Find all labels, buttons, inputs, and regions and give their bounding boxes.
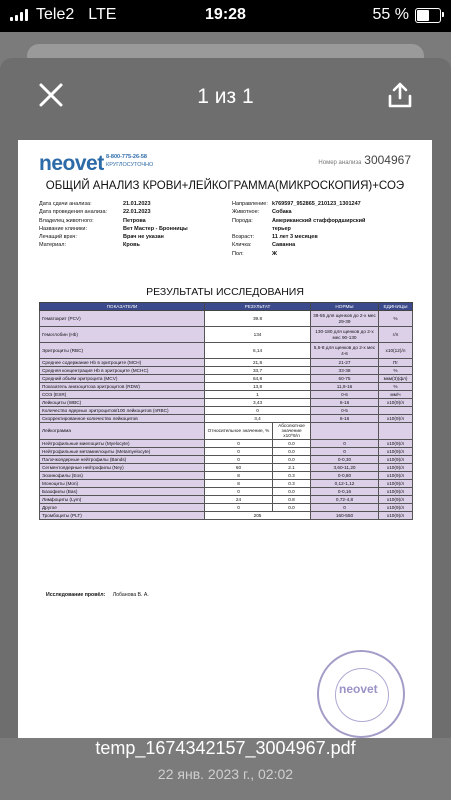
cell-absolute: 0.3 <box>273 471 311 479</box>
doctor-name: Лобанова В. А. <box>112 592 149 598</box>
clock: 19:28 <box>205 6 246 23</box>
cell-indicator: Нейтрофильные миелоциты (Myelocyte) <box>40 439 205 447</box>
cell-unit: x10(9)/л <box>379 447 413 455</box>
header-indicator: ПОКАЗАТЕЛИ <box>40 303 205 311</box>
cell-relative: 8 <box>205 471 273 479</box>
cell-result: 6,14 <box>205 343 311 359</box>
meta-value: Американский стаффордширский терьер <box>272 217 366 232</box>
meta-key: Материал: <box>39 242 67 249</box>
meta-value: k769597_952865_210123_1301247 <box>272 201 361 207</box>
cell-result: 3,4 <box>205 415 311 423</box>
cell-relative: 24 <box>205 495 273 503</box>
leuko-absolute-header: Абсолютное значение x10^9/л <box>273 423 311 440</box>
cell-norm: 60-75 <box>311 375 379 383</box>
cell-unit <box>379 407 413 415</box>
meta-row <box>39 225 188 233</box>
table-header <box>40 303 413 311</box>
cell-absolute: 0.0 <box>273 455 311 463</box>
cell-norm: 0,72-4,8 <box>311 495 379 503</box>
meta-key: Направление: <box>232 201 268 207</box>
cell-indicator: Моноциты (Mon) <box>40 479 205 487</box>
cell-relative: 0 <box>205 447 273 455</box>
cell-unit: x10(9)/л <box>379 495 413 503</box>
share-icon[interactable] <box>387 82 413 108</box>
meta-row <box>39 200 188 208</box>
cell-unit: x10(9)/л <box>379 399 413 407</box>
cell-absolute: 0.0 <box>273 503 311 511</box>
table-row <box>40 503 413 511</box>
cell-unit: мм/ч <box>379 391 413 399</box>
meta-row <box>39 217 188 225</box>
leukogram-header-row <box>40 423 413 440</box>
cell-unit: мкм(3)(фл) <box>379 375 413 383</box>
cell-result: 21,8 <box>205 359 311 367</box>
table-row <box>40 343 413 359</box>
cell-indicator: Другое <box>40 503 205 511</box>
table-row <box>40 375 413 383</box>
meta-row <box>232 241 372 249</box>
cell-result: 205 <box>205 511 311 519</box>
cell-norm: 0 <box>311 503 379 511</box>
meta-value: 11 лет 3 месяцев <box>272 234 318 241</box>
battery-icon <box>415 8 441 23</box>
table-row <box>40 479 413 487</box>
cell-norm: 3,60-11,20 <box>311 463 379 471</box>
meta-key: Кличка: <box>232 242 252 249</box>
table-row <box>40 487 413 495</box>
cell-result: 64,8 <box>205 375 311 383</box>
cell-relative: 0 <box>205 439 273 447</box>
leuko-relative-header: Относительное значение, % <box>205 423 273 440</box>
meta-value: Саванна <box>272 242 296 249</box>
meta-value: Собака <box>272 209 292 216</box>
meta-row <box>39 208 188 216</box>
table-row <box>40 407 413 415</box>
phone-note: КРУГЛОСУТОЧНО <box>106 162 154 168</box>
cell-norm: 0-0,30 <box>311 455 379 463</box>
cell-indicator: Показатель анизоцитоза эритроцитов (RDW) <box>40 383 205 391</box>
cell-indicator: Среднее содержание Hb в эритроците (MCH) <box>40 359 205 367</box>
pdf-page[interactable] <box>18 140 432 738</box>
cell-norm: 160-550 <box>311 511 379 519</box>
meta-key: Дата проведения анализа: <box>39 209 108 216</box>
cell-norm: 21-27 <box>311 359 379 367</box>
meta-key: Возраст: <box>232 234 255 241</box>
cell-relative: 0 <box>205 503 273 511</box>
neovet-logo: neovet <box>39 152 104 175</box>
cell-unit: x10(9)/л <box>379 455 413 463</box>
meta-value: Кровь <box>123 242 140 249</box>
leukogram-label: Лейкограмма <box>40 423 205 440</box>
page-indicator: 1 из 1 <box>197 85 254 108</box>
cell-relative: 0 <box>205 487 273 495</box>
table-row <box>40 471 413 479</box>
analysis-number-label: Номер анализа <box>318 160 362 166</box>
header-norms: НОРМЫ <box>311 303 379 311</box>
cell-unit: x10(9)/л <box>379 471 413 479</box>
table-row <box>40 455 413 463</box>
cell-norm: 130-180 для щенков до 2-х мес 90-130 <box>311 327 379 343</box>
cell-unit: x10(9)/л <box>379 511 413 519</box>
cell-absolute: 0.3 <box>273 479 311 487</box>
cell-norm: 0-5 <box>311 407 379 415</box>
stamp-text: neovet <box>339 682 378 696</box>
cell-norm: 0-6 <box>311 391 379 399</box>
cell-indicator: Тромбоциты (PLT) <box>40 511 205 519</box>
cell-result: 39.8 <box>205 311 311 327</box>
network-label: LTE <box>88 6 117 23</box>
cell-norm: 0-0,80 <box>311 471 379 479</box>
cell-norm: 0 <box>311 439 379 447</box>
table-row <box>40 367 413 375</box>
cell-indicator: Эозинофилы (Eos) <box>40 471 205 479</box>
meta-right <box>232 200 372 258</box>
cell-indicator: СОЭ (ESR) <box>40 391 205 399</box>
leuko-empty-norm <box>311 423 379 440</box>
table-row <box>40 495 413 503</box>
cell-unit: x10(9)/л <box>379 479 413 487</box>
preview-sheet <box>0 58 451 738</box>
meta-key: Дата сдачи анализа: <box>39 201 92 207</box>
battery-percent: 55 % <box>372 6 409 23</box>
cell-unit: % <box>379 367 413 375</box>
table-row <box>40 415 413 423</box>
meta-value: Ж <box>272 250 277 257</box>
meta-key: Лечащий врач: <box>39 234 77 241</box>
carrier-label: Tele2 <box>36 6 75 23</box>
cell-indicator: Средняя концентрация Hb в эритроците (MCHC) <box>40 367 205 375</box>
file-date: 22 янв. 2023 г., 02:02 <box>157 766 294 782</box>
performed-by-label: Исследование провёл: <box>46 592 106 598</box>
meta-row <box>39 241 188 249</box>
performed-by <box>46 592 149 598</box>
cell-unit: Пг <box>379 359 413 367</box>
meta-row <box>232 200 372 208</box>
cell-indicator: Гемоглобин (Hb) <box>40 327 205 343</box>
status-bar <box>0 0 451 32</box>
leuko-empty-unit <box>379 423 413 440</box>
header-units: ЕДИНИЦЫ <box>379 303 413 311</box>
table-row <box>40 327 413 343</box>
cell-relative: 8 <box>205 479 273 487</box>
status-right <box>373 6 441 24</box>
cell-indicator: Средний объём эритроцита (MCV) <box>40 375 205 383</box>
table-row <box>40 359 413 367</box>
cell-absolute: 0.0 <box>273 447 311 455</box>
cell-unit: x10(9)/л <box>379 439 413 447</box>
cell-indicator: Сегментоядерные нейтрофилы (Neу) <box>40 463 205 471</box>
cell-indicator: Гематокрит (PCV) <box>40 311 205 327</box>
table-row <box>40 391 413 399</box>
meta-row <box>39 233 188 241</box>
clinic-stamp <box>317 650 405 738</box>
meta-key: Порода: <box>232 217 253 224</box>
cell-norm: 33-38 <box>311 367 379 375</box>
meta-row <box>232 250 372 258</box>
cell-result: 134 <box>205 327 311 343</box>
cell-unit: x10(9)/л <box>379 487 413 495</box>
cell-absolute: 0.8 <box>273 495 311 503</box>
table-row <box>40 399 413 407</box>
cell-norm: 38-55 для щенков до 2-х мес 29-39 <box>311 311 379 327</box>
header-result: РЕЗУЛЬТАТ <box>205 303 311 311</box>
meta-value: Вет Мастер - Бронницы <box>123 225 188 232</box>
cell-norm: 6-16 <box>311 415 379 423</box>
meta-row <box>232 233 372 241</box>
table-row <box>40 311 413 327</box>
cell-unit: г/л <box>379 327 413 343</box>
cell-indicator: Количество ядерных эритроцитов/100 лейкоцитов (nRBC) <box>40 407 205 415</box>
cell-indicator: Скорректированное количество лейкоцитов <box>40 415 205 423</box>
cell-norm: 11,9-16 <box>311 383 379 391</box>
meta-value: 21.01.2023 <box>123 201 151 207</box>
table-row <box>40 439 413 447</box>
table-row <box>40 463 413 471</box>
table-row <box>40 383 413 391</box>
document-title: ОБЩИЙ АНАЛИЗ КРОВИ+ЛЕЙКОГРАММА(МИКРОСКОПИЯ)+СОЭ <box>45 180 405 192</box>
cell-unit: x10(9)/л <box>379 463 413 471</box>
cell-indicator: Лимфоциты (Lym) <box>40 495 205 503</box>
cell-absolute: 0.0 <box>273 439 311 447</box>
cell-unit: x10(12)/л <box>379 343 413 359</box>
meta-value: Петрова <box>123 217 146 224</box>
cell-unit: x10(9)/л <box>379 415 413 423</box>
cell-norm: 5,6-8 для щенков до 2-х мес 4-6 <box>311 343 379 359</box>
cell-norm: 6-16 <box>311 399 379 407</box>
meta-row <box>232 208 372 216</box>
cell-relative: 0 <box>205 455 273 463</box>
analysis-number-value: 3004967 <box>364 153 411 167</box>
logo-contacts <box>106 153 153 169</box>
file-name: temp_1674342157_3004967.pdf <box>95 738 356 758</box>
cell-unit: x10(9)/л <box>379 503 413 511</box>
cell-result: 33,7 <box>205 367 311 375</box>
results-title: РЕЗУЛЬТАТЫ ИССЛЕДОВАНИЯ <box>146 286 304 298</box>
cell-indicator: Нейтрофильные метамиелоциты (Metamyelocyte) <box>40 447 205 455</box>
cell-result: 13,8 <box>205 383 311 391</box>
cell-indicator: Эритроциты (RBC) <box>40 343 205 359</box>
meta-value: Врач не указан <box>123 234 164 241</box>
results-table <box>39 302 413 520</box>
cell-indicator: Базофилы (Bas) <box>40 487 205 495</box>
cell-norm: 0-0,16 <box>311 487 379 495</box>
meta-key: Владелец животного: <box>39 217 94 224</box>
meta-key: Название клиники: <box>39 225 87 232</box>
meta-row <box>232 217 372 234</box>
cell-result: 0 <box>205 407 311 415</box>
meta-left <box>39 200 188 250</box>
cell-unit: % <box>379 311 413 327</box>
viewer-toolbar <box>0 58 451 138</box>
cell-absolute: 0.0 <box>273 487 311 495</box>
cell-relative: 60 <box>205 463 273 471</box>
cell-indicator: Лейкоциты (WBC) <box>40 399 205 407</box>
phone: 8-800-775-26-58 <box>106 154 147 160</box>
table-row <box>40 511 413 519</box>
analysis-number <box>318 153 411 167</box>
table-row <box>40 447 413 455</box>
meta-value: 22.01.2023 <box>123 209 151 216</box>
cell-absolute: 2.1 <box>273 463 311 471</box>
cell-norm: 0 <box>311 447 379 455</box>
cell-result: 3,43 <box>205 399 311 407</box>
cell-norm: 0,12-1,12 <box>311 479 379 487</box>
cell-result: 1 <box>205 391 311 399</box>
cell-unit: % <box>379 383 413 391</box>
cell-indicator: Палочкоядерные нейтрофилы (Bands) <box>40 455 205 463</box>
meta-key: Животное: <box>232 209 260 216</box>
meta-key: Пол: <box>232 250 244 257</box>
